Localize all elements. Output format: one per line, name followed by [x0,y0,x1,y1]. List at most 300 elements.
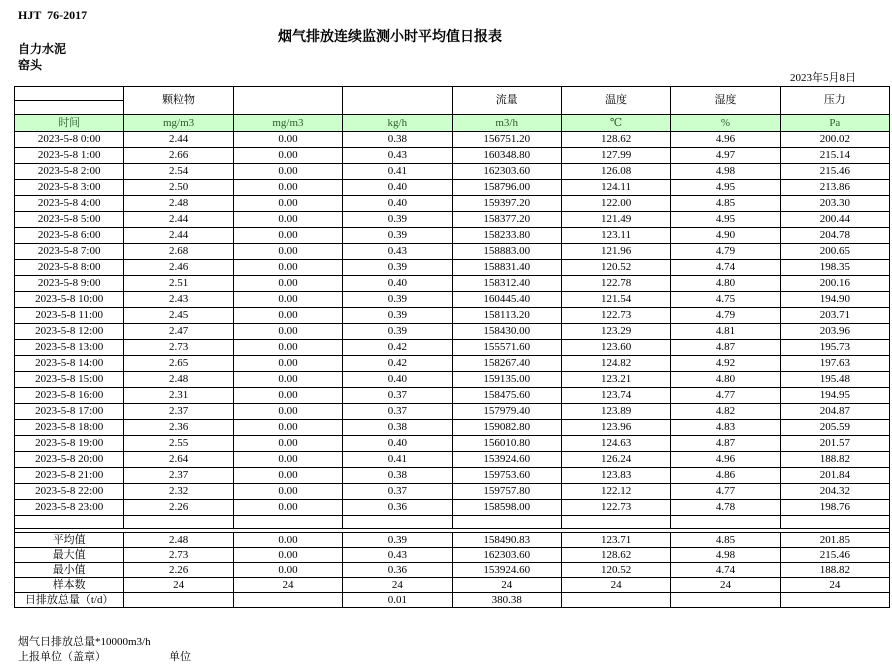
summary-value-cell [671,593,780,608]
unit-cell: mg/m3 [124,115,233,132]
value-cell: 198.35 [780,260,889,276]
table-row [15,244,890,260]
value-cell: 159135.00 [452,372,561,388]
value-cell: 204.78 [780,228,889,244]
value-cell: 123.60 [561,340,670,356]
value-cell: 2.45 [124,308,233,324]
value-cell: 2.65 [124,356,233,372]
value-cell: 160445.40 [452,292,561,308]
summary-row [15,548,890,563]
summary-label: 最大值 [15,548,124,563]
report-date: 2023年5月8日 [790,72,856,84]
value-cell: 0.00 [233,500,342,516]
value-cell: 156010.80 [452,436,561,452]
value-cell: 158312.40 [452,276,561,292]
value-cell: 0.00 [233,212,342,228]
time-cell: 2023-5-8 19:00 [15,436,124,452]
empty-cell [343,516,452,529]
value-cell: 158267.40 [452,356,561,372]
value-cell: 0.00 [233,164,342,180]
value-cell: 0.40 [343,196,452,212]
value-cell: 4.95 [671,180,780,196]
table-row [15,452,890,468]
table-row [15,324,890,340]
value-cell: 2.55 [124,436,233,452]
value-cell: 0.00 [233,356,342,372]
empty-header-cell-top [15,88,123,101]
empty-cell [452,516,561,529]
param-header-cell: 颗粒物 [124,87,233,115]
value-cell: 124.11 [561,180,670,196]
param-header-cell: 流量 [452,87,561,115]
value-cell: 162303.60 [452,164,561,180]
summary-value-cell: 0.43 [343,548,452,563]
value-cell: 0.42 [343,356,452,372]
time-cell: 2023-5-8 16:00 [15,388,124,404]
value-cell: 4.95 [671,212,780,228]
value-cell: 0.37 [343,388,452,404]
value-cell: 215.14 [780,148,889,164]
value-cell: 0.00 [233,276,342,292]
table-row [15,212,890,228]
value-cell: 2.66 [124,148,233,164]
empty-cell [780,516,889,529]
summary-value-cell: 123.71 [561,533,670,548]
table-row [15,260,890,276]
value-cell: 213.86 [780,180,889,196]
summary-value-cell: 0.00 [233,563,342,578]
report-unit-label: 上报单位（盖章） [18,651,106,663]
value-cell: 0.39 [343,260,452,276]
unit-label: 单位 [169,651,191,663]
summary-label: 最小值 [15,563,124,578]
value-cell: 2.46 [124,260,233,276]
value-cell: 158796.00 [452,180,561,196]
value-cell: 158233.80 [452,228,561,244]
value-cell: 0.00 [233,292,342,308]
value-cell: 4.86 [671,468,780,484]
summary-value-cell: 128.62 [561,548,670,563]
value-cell: 122.12 [561,484,670,500]
value-cell: 194.90 [780,292,889,308]
value-cell: 0.41 [343,164,452,180]
value-cell: 4.74 [671,260,780,276]
value-cell: 158883.00 [452,244,561,260]
summary-value-cell: 24 [780,578,889,593]
unit-cell: % [671,115,780,132]
unit-cell: kg/h [343,115,452,132]
time-cell: 2023-5-8 11:00 [15,308,124,324]
time-cell: 2023-5-8 8:00 [15,260,124,276]
time-header-split-cell [15,87,124,115]
value-cell: 157979.40 [452,404,561,420]
time-cell: 2023-5-8 17:00 [15,404,124,420]
table-row [15,308,890,324]
value-cell: 123.11 [561,228,670,244]
value-cell: 0.39 [343,228,452,244]
value-cell: 0.40 [343,276,452,292]
value-cell: 0.00 [233,436,342,452]
summary-row [15,563,890,578]
time-cell: 2023-5-8 7:00 [15,244,124,260]
value-cell: 155571.60 [452,340,561,356]
value-cell: 200.02 [780,132,889,148]
table-row [15,340,890,356]
value-cell: 123.89 [561,404,670,420]
value-cell: 4.77 [671,388,780,404]
value-cell: 0.40 [343,436,452,452]
time-cell: 2023-5-8 10:00 [15,292,124,308]
summary-value-cell: 0.00 [233,548,342,563]
value-cell: 156751.20 [452,132,561,148]
value-cell: 4.79 [671,244,780,260]
value-cell: 0.00 [233,340,342,356]
time-cell: 2023-5-8 2:00 [15,164,124,180]
value-cell: 121.54 [561,292,670,308]
summary-value-cell: 162303.60 [452,548,561,563]
value-cell: 4.97 [671,148,780,164]
summary-value-cell: 0.00 [233,533,342,548]
empty-cell [15,516,124,529]
summary-value-cell: 201.85 [780,533,889,548]
summary-value-cell: 24 [452,578,561,593]
summary-value-cell: 0.39 [343,533,452,548]
empty-cell [124,516,233,529]
footer-note: 烟气日排放总量*10000m3/h [18,636,151,648]
value-cell: 4.98 [671,164,780,180]
value-cell: 200.16 [780,276,889,292]
summary-value-cell: 2.73 [124,548,233,563]
summary-value-cell: 24 [124,578,233,593]
time-cell: 2023-5-8 1:00 [15,148,124,164]
value-cell: 4.82 [671,404,780,420]
table-row [15,484,890,500]
value-cell: 126.08 [561,164,670,180]
value-cell: 128.62 [561,132,670,148]
param-header-cell: 湿度 [671,87,780,115]
value-cell: 205.59 [780,420,889,436]
summary-value-cell: 153924.60 [452,563,561,578]
value-cell: 4.92 [671,356,780,372]
report-table [14,86,890,608]
time-cell: 2023-5-8 14:00 [15,356,124,372]
value-cell: 0.00 [233,484,342,500]
company-name: 自力水泥 [18,42,67,56]
summary-row [15,593,890,608]
time-cell: 2023-5-8 20:00 [15,452,124,468]
summary-value-cell: 4.85 [671,533,780,548]
empty-cell [671,516,780,529]
param-header-cell [343,87,452,115]
value-cell: 0.00 [233,196,342,212]
value-cell: 122.73 [561,500,670,516]
value-cell: 0.41 [343,452,452,468]
value-cell: 2.44 [124,212,233,228]
value-cell: 2.47 [124,324,233,340]
value-cell: 160348.80 [452,148,561,164]
table-row [15,420,890,436]
value-cell: 2.31 [124,388,233,404]
summary-label: 样本数 [15,578,124,593]
value-cell: 203.30 [780,196,889,212]
value-cell: 2.44 [124,228,233,244]
time-cell: 2023-5-8 13:00 [15,340,124,356]
unit-cell: 时间 [15,115,124,132]
value-cell: 4.75 [671,292,780,308]
param-header-row [15,87,890,115]
value-cell: 159082.80 [452,420,561,436]
value-cell: 4.85 [671,196,780,212]
value-cell: 127.99 [561,148,670,164]
value-cell: 4.83 [671,420,780,436]
table-row [15,292,890,308]
time-cell: 2023-5-8 22:00 [15,484,124,500]
summary-value-cell: 4.74 [671,563,780,578]
units-row [15,115,890,132]
table-row [15,180,890,196]
table-row [15,164,890,180]
time-cell: 2023-5-8 4:00 [15,196,124,212]
value-cell: 0.43 [343,244,452,260]
value-cell: 4.80 [671,276,780,292]
unit-cell: mg/m3 [233,115,342,132]
summary-value-cell: 0.01 [343,593,452,608]
value-cell: 153924.60 [452,452,561,468]
summary-value-cell: 24 [561,578,670,593]
time-cell: 2023-5-8 21:00 [15,468,124,484]
value-cell: 0.00 [233,468,342,484]
empty-cell [561,516,670,529]
value-cell: 123.96 [561,420,670,436]
value-cell: 0.39 [343,292,452,308]
value-cell: 123.74 [561,388,670,404]
value-cell: 2.32 [124,484,233,500]
value-cell: 0.38 [343,420,452,436]
summary-value-cell: 24 [671,578,780,593]
value-cell: 2.36 [124,420,233,436]
value-cell: 2.64 [124,452,233,468]
value-cell: 0.39 [343,212,452,228]
value-cell: 200.65 [780,244,889,260]
value-cell: 122.78 [561,276,670,292]
value-cell: 203.71 [780,308,889,324]
summary-row [15,578,890,593]
value-cell: 158113.20 [452,308,561,324]
value-cell: 158377.20 [452,212,561,228]
value-cell: 0.00 [233,404,342,420]
value-cell: 0.43 [343,148,452,164]
value-cell: 2.44 [124,132,233,148]
value-cell: 4.77 [671,484,780,500]
value-cell: 2.68 [124,244,233,260]
table-row [15,196,890,212]
value-cell: 195.48 [780,372,889,388]
table-row [15,388,890,404]
summary-row [15,533,890,548]
summary-value-cell [561,593,670,608]
value-cell: 2.37 [124,468,233,484]
summary-value-cell: 188.82 [780,563,889,578]
value-cell: 0.40 [343,372,452,388]
table-row [15,356,890,372]
value-cell: 0.00 [233,132,342,148]
table-header [15,87,890,132]
value-cell: 0.39 [343,308,452,324]
value-cell: 0.37 [343,484,452,500]
table-row [15,468,890,484]
value-cell: 159753.60 [452,468,561,484]
value-cell: 0.00 [233,420,342,436]
summary-label: 日排放总量（t/d） [15,593,124,608]
summary-value-cell: 24 [233,578,342,593]
value-cell: 4.79 [671,308,780,324]
value-cell: 2.73 [124,340,233,356]
value-cell: 2.26 [124,500,233,516]
summary-value-cell: 215.46 [780,548,889,563]
empty-row [15,516,890,529]
time-cell: 2023-5-8 18:00 [15,420,124,436]
value-cell: 215.46 [780,164,889,180]
summary-value-cell: 2.26 [124,563,233,578]
unit-cell: m3/h [452,115,561,132]
value-cell: 120.52 [561,260,670,276]
param-header-cell: 温度 [561,87,670,115]
summary-value-cell: 2.48 [124,533,233,548]
value-cell: 123.29 [561,324,670,340]
time-cell: 2023-5-8 23:00 [15,500,124,516]
value-cell: 0.36 [343,500,452,516]
value-cell: 158475.60 [452,388,561,404]
value-cell: 121.49 [561,212,670,228]
value-cell: 0.00 [233,244,342,260]
value-cell: 0.40 [343,180,452,196]
value-cell: 195.73 [780,340,889,356]
table-row [15,228,890,244]
time-cell: 2023-5-8 12:00 [15,324,124,340]
value-cell: 124.63 [561,436,670,452]
value-cell: 4.90 [671,228,780,244]
table-row [15,436,890,452]
time-cell: 2023-5-8 9:00 [15,276,124,292]
value-cell: 0.38 [343,468,452,484]
empty-header-cell-bottom [15,101,123,114]
time-cell: 2023-5-8 5:00 [15,212,124,228]
value-cell: 197.63 [780,356,889,372]
value-cell: 0.00 [233,372,342,388]
summary-value-cell: 158490.83 [452,533,561,548]
summary-value-cell: 380.38 [452,593,561,608]
value-cell: 2.48 [124,196,233,212]
value-cell: 0.00 [233,324,342,340]
value-cell: 194.95 [780,388,889,404]
value-cell: 2.54 [124,164,233,180]
time-cell: 2023-5-8 15:00 [15,372,124,388]
summary-value-cell: 24 [343,578,452,593]
value-cell: 204.87 [780,404,889,420]
value-cell: 4.87 [671,436,780,452]
value-cell: 2.48 [124,372,233,388]
value-cell: 121.96 [561,244,670,260]
value-cell: 158598.00 [452,500,561,516]
value-cell: 0.00 [233,308,342,324]
value-cell: 159397.20 [452,196,561,212]
value-cell: 4.87 [671,340,780,356]
value-cell: 4.81 [671,324,780,340]
unit-cell: ℃ [561,115,670,132]
table-row [15,500,890,516]
value-cell: 4.96 [671,452,780,468]
value-cell: 158831.40 [452,260,561,276]
value-cell: 0.00 [233,180,342,196]
value-cell: 4.80 [671,372,780,388]
value-cell: 198.76 [780,500,889,516]
station-name: 窑头 [18,58,43,72]
value-cell: 0.00 [233,228,342,244]
value-cell: 201.84 [780,468,889,484]
param-header-cell [233,87,342,115]
table-row [15,148,890,164]
value-cell: 126.24 [561,452,670,468]
summary-value-cell: 120.52 [561,563,670,578]
value-cell: 0.00 [233,260,342,276]
value-cell: 0.38 [343,132,452,148]
value-cell: 0.00 [233,452,342,468]
unit-cell: Pa [780,115,889,132]
value-cell: 2.37 [124,404,233,420]
summary-label: 平均值 [15,533,124,548]
value-cell: 200.44 [780,212,889,228]
value-cell: 159757.80 [452,484,561,500]
table-row [15,276,890,292]
value-cell: 0.42 [343,340,452,356]
table-row [15,132,890,148]
doc-code: HJT 76-2017 [18,8,88,22]
value-cell: 2.43 [124,292,233,308]
value-cell: 158430.00 [452,324,561,340]
table-row [15,372,890,388]
value-cell: 122.00 [561,196,670,212]
time-cell: 2023-5-8 3:00 [15,180,124,196]
page-title: 烟气排放连续监测小时平均值日报表 [278,30,502,45]
value-cell: 188.82 [780,452,889,468]
table-row [15,404,890,420]
value-cell: 204.32 [780,484,889,500]
value-cell: 123.21 [561,372,670,388]
summary-value-cell [124,593,233,608]
table-body [15,132,890,608]
time-cell: 2023-5-8 6:00 [15,228,124,244]
param-header-cell: 压力 [780,87,889,115]
value-cell: 0.00 [233,148,342,164]
value-cell: 122.73 [561,308,670,324]
summary-value-cell: 0.36 [343,563,452,578]
value-cell: 0.00 [233,388,342,404]
value-cell: 4.78 [671,500,780,516]
value-cell: 4.96 [671,132,780,148]
time-cell: 2023-5-8 0:00 [15,132,124,148]
value-cell: 2.51 [124,276,233,292]
summary-value-cell [780,593,889,608]
summary-value-cell: 4.98 [671,548,780,563]
value-cell: 123.83 [561,468,670,484]
value-cell: 203.96 [780,324,889,340]
value-cell: 124.82 [561,356,670,372]
empty-cell [233,516,342,529]
value-cell: 0.39 [343,324,452,340]
value-cell: 0.37 [343,404,452,420]
summary-value-cell [233,593,342,608]
value-cell: 2.50 [124,180,233,196]
